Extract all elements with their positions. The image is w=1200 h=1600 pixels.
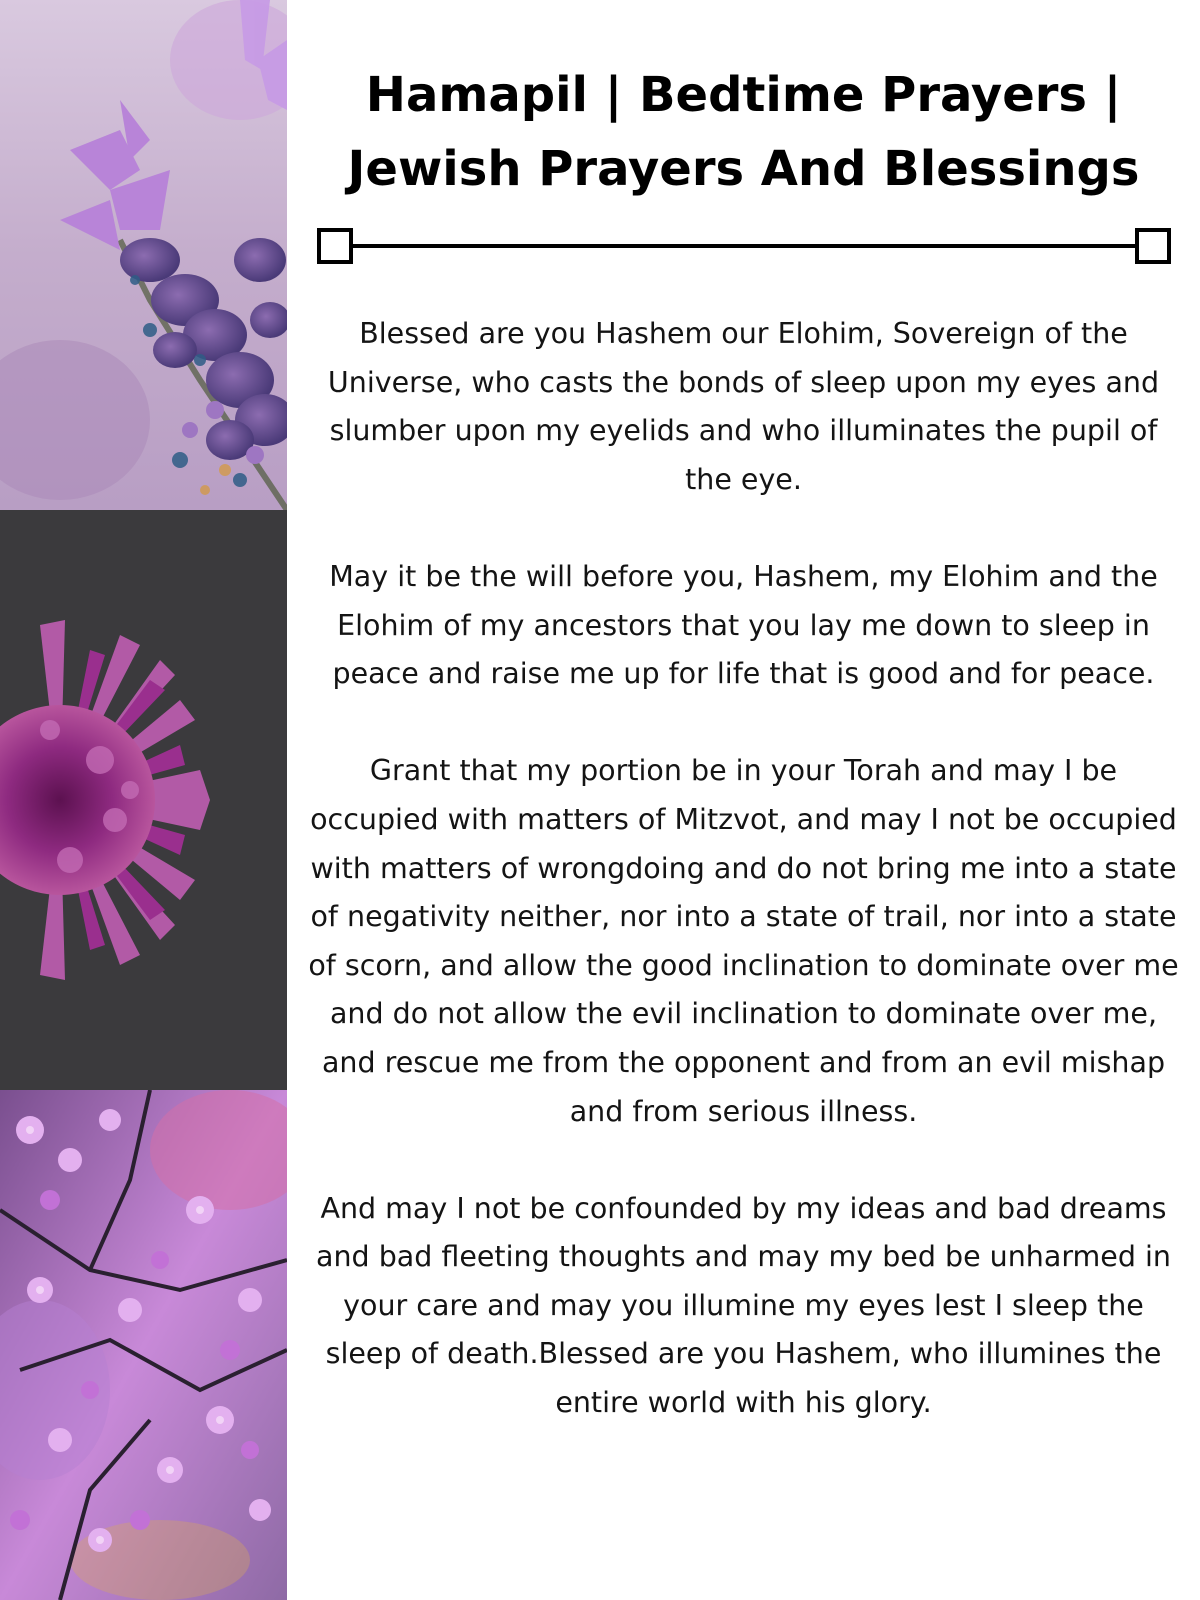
content-column	[287, 0, 1200, 1600]
paragraph-3: Grant that my portion be in your Torah and may I be occupied with matters of Mitzvot, and may I not be occupied with matters of wrongdoing and do not bring me into a state of negativity neither, nor into a state of trail, nor into a state of scorn, and allow the good inclination to dominate over me and do not allow the evil inclination to dominate over me, and rescue me from the opponent and from an evil mishap and from serious illness.	[308, 754, 1179, 1128]
title-line-2: Jewish Prayers And Blessings	[347, 141, 1140, 197]
prayer-text	[307, 310, 1180, 1428]
decorative-divider	[317, 228, 1172, 266]
aster-photo	[0, 510, 287, 1090]
photo-strip	[0, 0, 287, 1600]
lavender-photo	[0, 0, 287, 510]
page-title	[317, 58, 1170, 206]
title-line-1: Hamapil | Bedtime Prayers |	[365, 67, 1122, 123]
paragraph-2: May it be the will before you, Hashem, my Elohim and the Elohim of my ancestors that you lay me down to sleep in peace and raise me up for life that is good and for peace.	[329, 559, 1158, 691]
blossom-photo	[0, 1090, 287, 1600]
paragraph-1: Blessed are you Hashem our Elohim, Sovereign of the Universe, who casts the bonds of sleep upon my eyes and slumber upon my eyelids and who illuminates the pupil of the eye.	[327, 317, 1160, 496]
paragraph-4: And may I not be confounded by my ideas and bad dreams and bad fleeting thoughts and may my bed be unharmed in your care and may you illumine my eyes lest I sleep the sleep of death.Blessed are you Hashem, who illumines the entire world with his glory.	[316, 1191, 1171, 1420]
